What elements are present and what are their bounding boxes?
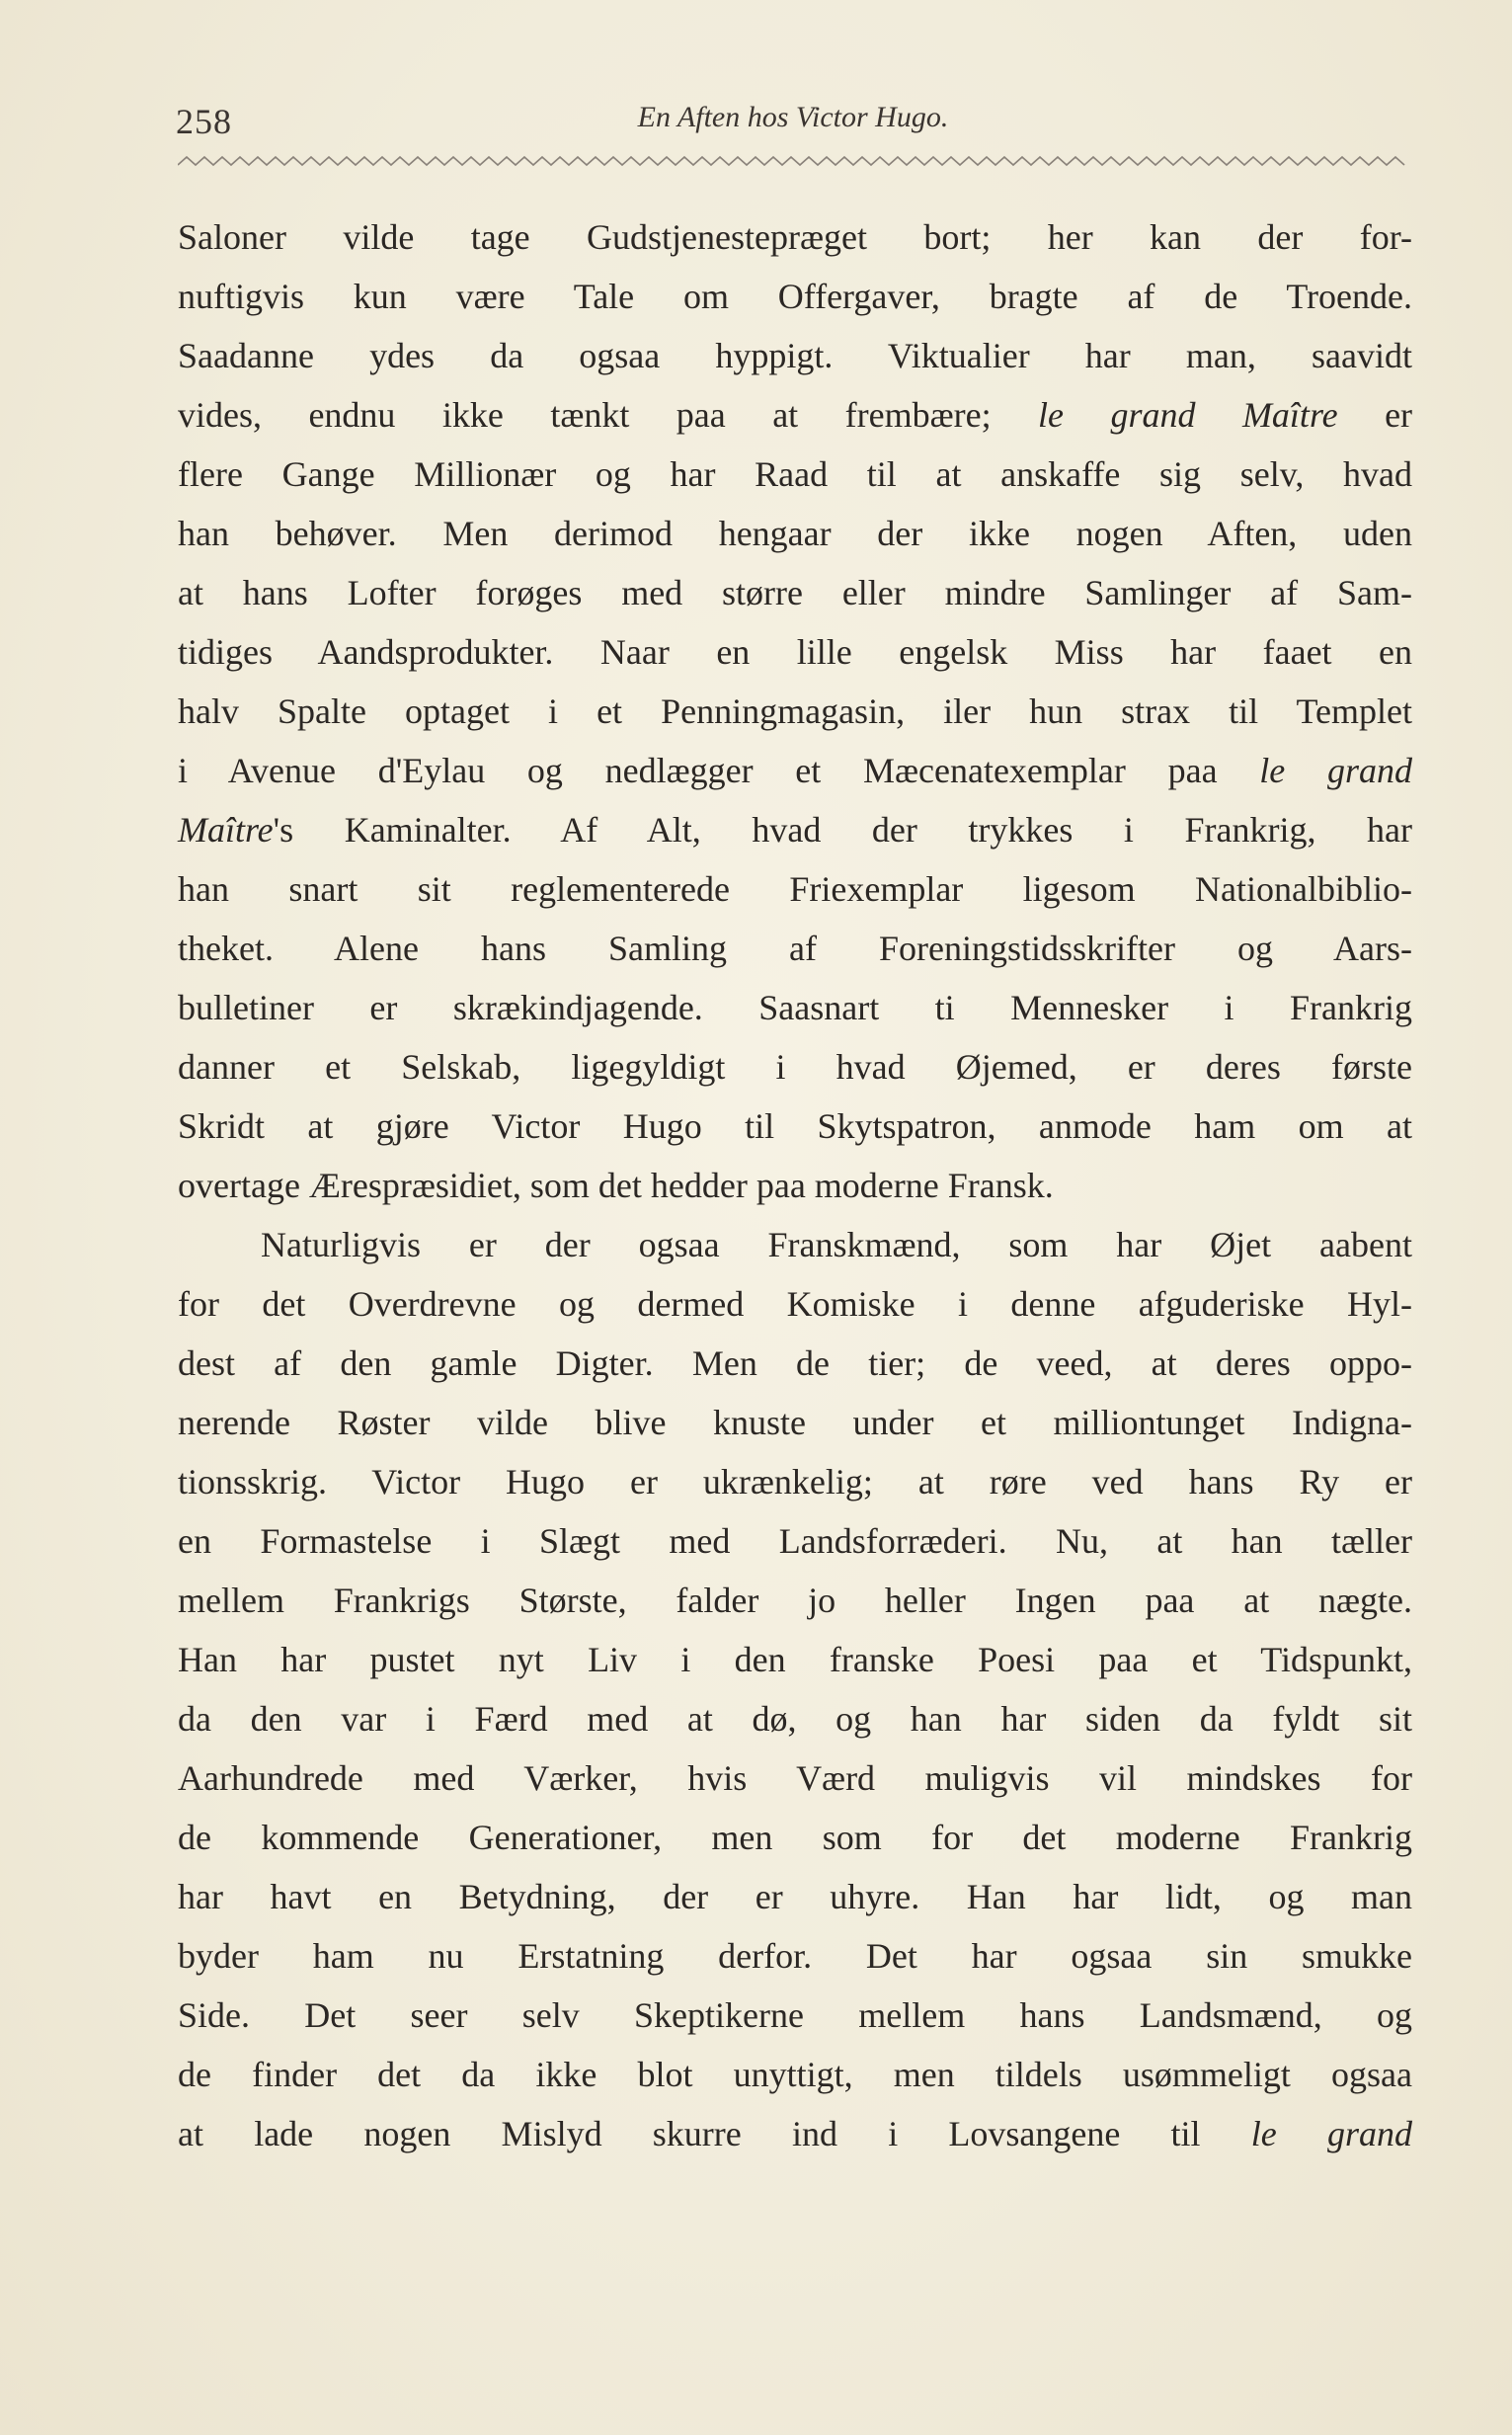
- text-line: [178, 800, 1412, 859]
- text-line: danner et Selskab, ligegyldigt i hvad Øjemed, er deres første: [178, 1047, 1412, 1087]
- text-line: at hans Lofter forøges med større eller mindre Samlinger af Sam-: [178, 573, 1412, 612]
- text-line-paragraph-end: overtage Ærespræsidiet, som det hedder paa moderne Fransk.: [178, 1166, 1054, 1205]
- text-line: dest af den gamle Digter. Men de tier; de veed, at deres oppo-: [178, 1343, 1412, 1383]
- text-line: flere Gange Millionær og har Raad til at anskaffe sig selv, hvad: [178, 454, 1412, 494]
- text-segment: vides, endnu ikke tænkt paa at frembære;: [178, 395, 992, 435]
- text-line: Skridt at gjøre Victor Hugo til Skytspatron, anmode ham om at: [178, 1106, 1412, 1146]
- text-line: nuftigvis kun være Tale om Offergaver, bragte af de Troende.: [178, 277, 1412, 316]
- text-line: [178, 2104, 1412, 2163]
- italic-title-le-grand: le grand: [1250, 2114, 1413, 2153]
- text-line: Saadanne ydes da ogsaa hyppigt. Viktualier har man, saavidt: [178, 336, 1412, 375]
- text-line: for det Overdrevne og dermed Komiske i denne afguderiske Hyl-: [178, 1284, 1412, 1324]
- text-segment: er: [1385, 395, 1413, 435]
- running-title: En Aften hos Victor Hugo.: [637, 101, 949, 133]
- body-text: [178, 207, 1412, 2163]
- text-line: en Formastelse i Slægt med Landsforræderi. Nu, at han tæller: [178, 1521, 1412, 1561]
- text-line: har havt en Betydning, der er uhyre. Han har lidt, og man: [178, 1877, 1412, 1916]
- text-segment: i Avenue d'Eylau og nedlægger et Mæcenatexemplar paa: [178, 751, 1218, 790]
- text-line: de finder det da ikke blot unyttigt, men tildels usømmeligt ogsaa: [178, 2055, 1412, 2094]
- text-line: de kommende Generationer, men som for det moderne Frankrig: [178, 1818, 1412, 1857]
- text-line: byder ham nu Erstatning derfor. Det har ogsaa sin smukke: [178, 1936, 1412, 1976]
- text-line: Side. Det seer selv Skeptikerne mellem hans Landsmænd, og: [178, 1995, 1412, 2035]
- text-line: han snart sit reglementerede Friexemplar ligesom Nationalbiblio-: [178, 869, 1412, 909]
- page-number: 258: [176, 102, 232, 141]
- text-line: tionsskrig. Victor Hugo er ukrænkelig; at røre ved hans Ry er: [178, 1462, 1412, 1502]
- italic-title-le-grand-maitre: le grand Maître: [1038, 395, 1338, 435]
- page-header: [176, 95, 1410, 154]
- text-line: tidiges Aandsprodukter. Naar en lille engelsk Miss har faaet en: [178, 632, 1412, 672]
- text-segment: at lade nogen Mislyd skurre ind i Lovsangene til: [178, 2114, 1201, 2153]
- text-line: mellem Frankrigs Største, falder jo heller Ingen paa at nægte.: [178, 1581, 1412, 1620]
- text-line: da den var i Færd med at dø, og han har siden da fyldt sit: [178, 1699, 1412, 1739]
- text-line: han behøver. Men derimod hengaar der ikke nogen Aften, uden: [178, 514, 1412, 553]
- text-line: Aarhundrede med Værker, hvis Værd muligvis vil mindskes for: [178, 1758, 1412, 1798]
- text-line: bulletiner er skrækindjagende. Saasnart ti Mennesker i Frankrig: [178, 988, 1412, 1027]
- text-line: Han har pustet nyt Liv i den franske Poesi paa et Tidspunkt,: [178, 1640, 1412, 1679]
- text-line: Saloner vilde tage Gudstjenestepræget bort; her kan der for-: [178, 217, 1412, 257]
- text-line-paragraph-start: Naturligvis er der ogsaa Franskmænd, som har Øjet aabent: [261, 1225, 1412, 1264]
- italic-title-le-grand: le grand: [1259, 751, 1412, 790]
- text-line: [178, 385, 1412, 445]
- text-line: [178, 741, 1412, 800]
- zigzag-rule-ornament: [178, 154, 1410, 168]
- text-line: theket. Alene hans Samling af Foreningstidsskrifter og Aars-: [178, 929, 1412, 968]
- text-segment: 's Kaminalter. Af Alt, hvad der trykkes i Frankrig, har: [273, 810, 1412, 850]
- italic-title-maitre: Maître: [178, 810, 274, 850]
- text-line: nerende Røster vilde blive knuste under et milliontunget Indigna-: [178, 1403, 1412, 1442]
- text-line: halv Spalte optaget i et Penningmagasin, iler hun strax til Templet: [178, 691, 1412, 731]
